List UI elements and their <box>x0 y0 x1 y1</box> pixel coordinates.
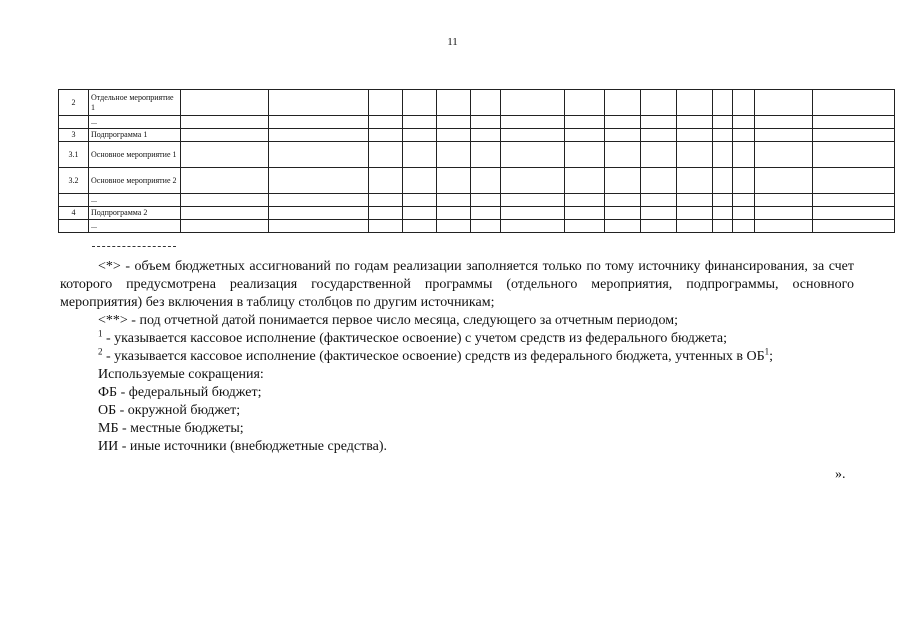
empty-cell <box>403 142 437 168</box>
empty-cell <box>565 116 605 129</box>
empty-cell <box>755 90 813 116</box>
empty-cell <box>677 129 713 142</box>
empty-cell <box>605 207 641 220</box>
table-row <box>59 207 895 220</box>
row-number: 3.2 <box>59 168 89 194</box>
empty-cell <box>369 194 403 207</box>
empty-cell <box>565 168 605 194</box>
empty-cell <box>813 194 895 207</box>
page-number: 11 <box>447 36 458 48</box>
empty-cell <box>641 220 677 233</box>
empty-cell <box>471 168 501 194</box>
table-row <box>59 142 895 168</box>
empty-cell <box>403 168 437 194</box>
empty-cell <box>605 220 641 233</box>
empty-cell <box>369 116 403 129</box>
empty-cell <box>437 90 471 116</box>
empty-cell <box>733 194 755 207</box>
empty-cell <box>755 220 813 233</box>
row-number: 3 <box>59 129 89 142</box>
empty-cell <box>605 194 641 207</box>
empty-cell <box>713 194 733 207</box>
empty-cell <box>677 142 713 168</box>
empty-cell <box>641 207 677 220</box>
footnote-4-mark: 2 <box>98 346 103 357</box>
empty-cell <box>403 220 437 233</box>
empty-cell <box>471 220 501 233</box>
row-name: Основное мероприятие 1 <box>89 142 181 168</box>
empty-cell <box>501 220 565 233</box>
table-row <box>59 116 895 129</box>
empty-cell <box>501 194 565 207</box>
closing-quote: ». <box>835 467 846 482</box>
empty-cell <box>677 194 713 207</box>
empty-cell <box>565 194 605 207</box>
abbreviation-mb: МБ - местные бюджеты; <box>98 421 244 436</box>
footnote-3-text: - указывается кассовое исполнение (фактическое освоение) с учетом средств из федерального бюджета; <box>102 331 727 346</box>
row-number: 2 <box>59 90 89 116</box>
abbreviation-ii: ИИ - иные источники (внебюджетные средства). <box>98 439 387 454</box>
empty-cell <box>755 116 813 129</box>
empty-cell <box>755 194 813 207</box>
row-name: Основное мероприятие 2 <box>89 168 181 194</box>
empty-cell <box>605 142 641 168</box>
empty-cell <box>501 207 565 220</box>
table-row <box>59 90 895 116</box>
empty-cell <box>501 168 565 194</box>
empty-cell <box>181 142 269 168</box>
abbreviation-ob: ОБ - окружной бюджет; <box>98 403 241 418</box>
empty-cell <box>565 220 605 233</box>
empty-cell <box>181 220 269 233</box>
empty-cell <box>713 168 733 194</box>
row-number <box>59 220 89 233</box>
empty-cell <box>641 142 677 168</box>
empty-cell <box>713 220 733 233</box>
footnote-2: <**> - под отчетной датой понимается первое число месяца, следующего за отчетным периодом; <box>98 313 678 328</box>
empty-cell <box>813 116 895 129</box>
empty-cell <box>755 129 813 142</box>
empty-cell <box>269 168 369 194</box>
footnote-separator <box>92 246 176 247</box>
empty-cell <box>471 129 501 142</box>
empty-cell <box>181 90 269 116</box>
empty-cell <box>501 142 565 168</box>
empty-cell <box>437 129 471 142</box>
row-number: 3.1 <box>59 142 89 168</box>
table-row <box>59 129 895 142</box>
empty-cell <box>501 129 565 142</box>
empty-cell <box>813 207 895 220</box>
empty-cell <box>713 142 733 168</box>
empty-cell <box>677 168 713 194</box>
empty-cell <box>565 142 605 168</box>
empty-cell <box>181 168 269 194</box>
empty-cell <box>713 207 733 220</box>
empty-cell <box>181 207 269 220</box>
empty-cell <box>755 207 813 220</box>
empty-cell <box>437 194 471 207</box>
empty-cell <box>733 207 755 220</box>
row-number <box>59 116 89 129</box>
empty-cell <box>269 142 369 168</box>
empty-cell <box>677 207 713 220</box>
empty-cell <box>733 90 755 116</box>
empty-cell <box>437 116 471 129</box>
table-row <box>59 168 895 194</box>
empty-cell <box>369 90 403 116</box>
empty-cell <box>641 90 677 116</box>
empty-cell <box>641 168 677 194</box>
row-name: ... <box>89 220 181 233</box>
empty-cell <box>733 142 755 168</box>
empty-cell <box>565 90 605 116</box>
empty-cell <box>641 116 677 129</box>
row-name: Подпрограмма 2 <box>89 207 181 220</box>
empty-cell <box>733 116 755 129</box>
empty-cell <box>403 90 437 116</box>
footnotes <box>60 258 854 456</box>
empty-cell <box>269 129 369 142</box>
empty-cell <box>813 168 895 194</box>
row-number <box>59 194 89 207</box>
empty-cell <box>713 90 733 116</box>
empty-cell <box>641 129 677 142</box>
empty-cell <box>369 168 403 194</box>
empty-cell <box>471 142 501 168</box>
empty-cell <box>565 207 605 220</box>
program-table <box>58 89 895 233</box>
empty-cell <box>471 194 501 207</box>
footnote-4-sup: 1 <box>764 346 770 357</box>
empty-cell <box>605 129 641 142</box>
empty-cell <box>269 116 369 129</box>
table-row <box>59 194 895 207</box>
footnote-3-mark: 1 <box>98 328 103 339</box>
empty-cell <box>403 129 437 142</box>
empty-cell <box>437 220 471 233</box>
footnote-3 <box>60 330 854 348</box>
row-name: Отдельное мероприятие 1 <box>89 90 181 116</box>
empty-cell <box>605 116 641 129</box>
empty-cell <box>269 194 369 207</box>
abbreviations-heading: Используемые сокращения: <box>98 367 264 382</box>
empty-cell <box>501 90 565 116</box>
empty-cell <box>755 168 813 194</box>
row-name: ... <box>89 116 181 129</box>
empty-cell <box>181 129 269 142</box>
empty-cell <box>369 220 403 233</box>
footnote-4-end: ; <box>769 349 773 364</box>
empty-cell <box>813 220 895 233</box>
empty-cell <box>181 194 269 207</box>
empty-cell <box>369 207 403 220</box>
empty-cell <box>403 207 437 220</box>
empty-cell <box>677 90 713 116</box>
empty-cell <box>437 142 471 168</box>
row-number: 4 <box>59 207 89 220</box>
empty-cell <box>269 220 369 233</box>
empty-cell <box>501 116 565 129</box>
row-name: Подпрограмма 1 <box>89 129 181 142</box>
empty-cell <box>677 116 713 129</box>
empty-cell <box>565 129 605 142</box>
empty-cell <box>813 129 895 142</box>
empty-cell <box>755 142 813 168</box>
empty-cell <box>813 90 895 116</box>
empty-cell <box>403 116 437 129</box>
empty-cell <box>181 116 269 129</box>
empty-cell <box>813 142 895 168</box>
empty-cell <box>471 116 501 129</box>
empty-cell <box>403 194 437 207</box>
empty-cell <box>713 129 733 142</box>
empty-cell <box>471 90 501 116</box>
empty-cell <box>733 129 755 142</box>
abbreviation-fb: ФБ - федеральный бюджет; <box>98 385 262 400</box>
empty-cell <box>369 129 403 142</box>
empty-cell <box>269 207 369 220</box>
empty-cell <box>269 90 369 116</box>
empty-cell <box>369 142 403 168</box>
empty-cell <box>437 168 471 194</box>
empty-cell <box>713 116 733 129</box>
empty-cell <box>605 90 641 116</box>
empty-cell <box>471 207 501 220</box>
footnote-1: <*> - объем бюджетных ассигнований по годам реализации заполняется только по тому источнику финансирования, за счет которого предусмотрена реализация государственной программы (отдельного мероприятия, подпрограммы, основного мероприятия) без включения в таблицу столбцов по другим источникам; <box>60 259 854 310</box>
row-name: ... <box>89 194 181 207</box>
empty-cell <box>605 168 641 194</box>
empty-cell <box>677 220 713 233</box>
empty-cell <box>641 194 677 207</box>
empty-cell <box>437 207 471 220</box>
empty-cell <box>733 168 755 194</box>
empty-cell <box>733 220 755 233</box>
table-row <box>59 220 895 233</box>
footnote-4-text: - указывается кассовое исполнение (фактическое освоение) средств из федерального бюджета, учтенных в ОБ <box>102 349 765 364</box>
footnote-4 <box>60 348 854 366</box>
